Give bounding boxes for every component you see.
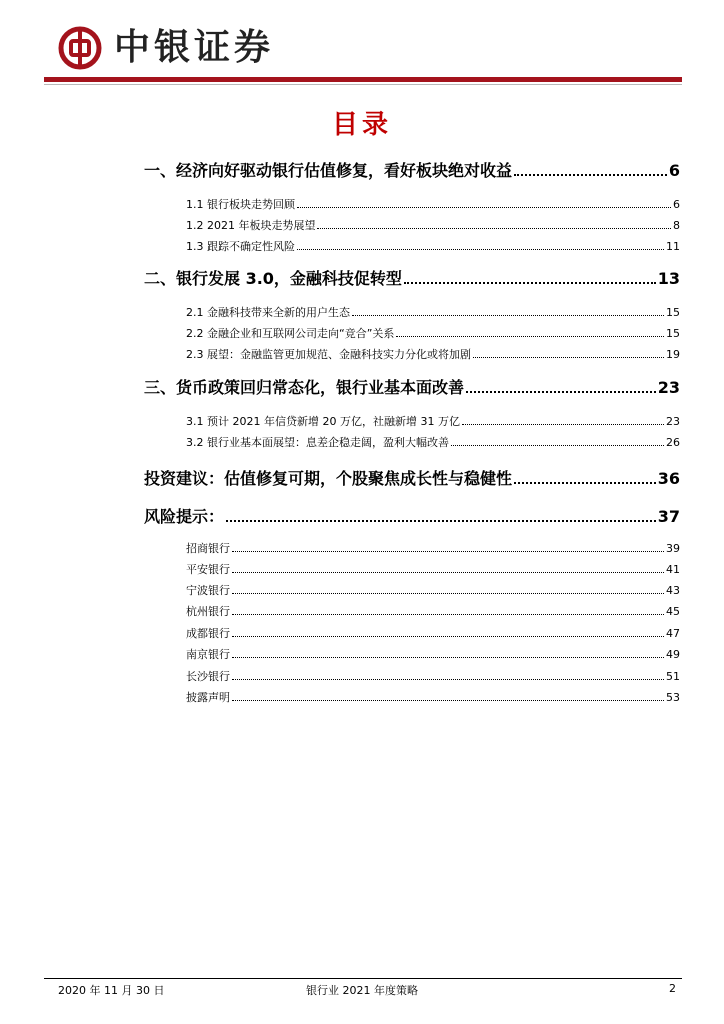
toc-page-number: 49 [666,648,680,661]
toc-item-label: 2.3 展望：金融监管更加规范、金融科技实力分化或将加剧 [186,348,471,361]
toc-company-item[interactable] [186,689,680,705]
dot-leader [462,424,664,425]
dot-leader [297,207,671,208]
toc-company-item[interactable] [186,603,680,619]
toc-section-1[interactable] [144,158,680,181]
header-divider-red [44,77,682,82]
toc-company-item[interactable] [186,540,680,556]
dot-leader [514,482,656,484]
toc-section-label: 投资建议：估值修复可期，个股聚焦成长性与稳健性 [144,469,513,488]
page-header [58,20,682,76]
toc-page-number: 41 [666,563,680,576]
toc-item-label: 2.1 金融科技带来全新的用户生态 [186,306,350,319]
toc-section-label: 风险提示： [144,507,225,526]
toc-item-label: 1.1 银行板块走势回顾 [186,198,295,211]
toc-page-number: 53 [666,691,680,704]
toc-section-2[interactable] [144,266,680,289]
toc-section-label: 一、经济向好驱动银行估值修复，看好板块绝对收益 [144,161,513,180]
toc-item-1-3[interactable] [186,238,680,254]
dot-leader [226,520,656,522]
toc-company-item[interactable] [186,561,680,577]
toc-section-label: 二、银行发展 3.0，金融科技促转型 [144,269,402,288]
dot-leader [232,679,664,680]
toc-item-label: 长沙银行 [186,670,230,683]
toc-item-label: 杭州银行 [186,605,230,618]
toc-item-label: 宁波银行 [186,584,230,597]
header-divider-grey [44,84,682,85]
toc-page-number: 23 [657,378,680,397]
footer-divider [44,978,682,979]
toc-page-number: 19 [666,348,680,361]
dot-leader [232,657,664,658]
dot-leader [232,593,664,594]
toc-page-number: 45 [666,605,680,618]
footer-page-number: 2 [669,982,676,995]
toc-page-number: 13 [657,269,680,288]
toc-page-number: 6 [668,161,680,180]
bank-of-china-logo-icon [58,26,102,70]
dot-leader [473,357,664,358]
dot-leader [232,572,664,573]
toc-company-item[interactable] [186,625,680,641]
toc-item-label: 南京银行 [186,648,230,661]
toc-item-3-2[interactable] [186,434,680,450]
dot-leader [297,249,664,250]
toc-page-number: 8 [673,219,680,232]
dot-leader [451,445,664,446]
toc-title: 目录 [331,110,392,140]
toc-item-label: 平安银行 [186,563,230,576]
toc-item-label: 3.2 银行业基本面展望：息差企稳走阔，盈利大幅改善 [186,436,449,449]
toc-item-1-1[interactable] [186,196,680,212]
toc-company-item[interactable] [186,646,680,662]
toc-page-number: 39 [666,542,680,555]
dot-leader [466,391,656,393]
toc-page-number: 15 [666,327,680,340]
toc-item-label: 3.1 预计 2021 年信贷新增 20 万亿，社融新增 31 万亿 [186,415,460,428]
toc-item-2-2[interactable] [186,325,680,341]
dot-leader [232,700,664,701]
toc-page-number: 26 [666,436,680,449]
toc-page-number: 43 [666,584,680,597]
toc-page-number: 51 [666,670,680,683]
toc-section-investment-advice[interactable] [144,466,680,489]
toc-page-number: 15 [666,306,680,319]
toc-page-number: 6 [673,198,680,211]
dot-leader [514,174,667,176]
toc-item-1-2[interactable] [186,217,680,233]
footer-doc-title: 银行业 2021 年度策略 [306,984,418,997]
toc-item-label: 招商银行 [186,542,230,555]
toc-item-label: 2.2 金融企业和互联网公司走向“竞合”关系 [186,327,395,340]
dot-leader [232,551,664,552]
dot-leader [404,282,656,284]
toc-section-risk-warning[interactable] [144,504,680,527]
dot-leader [232,636,664,637]
footer-date: 2020 年 11 月 30 日 [58,984,165,997]
dot-leader [352,315,664,316]
toc-company-item[interactable] [186,668,680,684]
toc-section-label: 三、货币政策回归常态化，银行业基本面改善 [144,378,465,397]
toc-item-3-1[interactable] [186,413,680,429]
toc-page-number: 23 [666,415,680,428]
dot-leader [396,336,664,337]
toc-item-label: 1.2 2021 年板块走势展望 [186,219,316,232]
dot-leader [317,228,671,229]
toc-page-number: 47 [666,627,680,640]
toc-section-3[interactable] [144,375,680,398]
toc-page-number: 36 [657,469,680,488]
toc-page-number: 37 [657,507,680,526]
toc-item-label: 1.3 跟踪不确定性风险 [186,240,295,253]
toc-item-label: 成都银行 [186,627,230,640]
toc-company-item[interactable] [186,582,680,598]
toc-page-number: 11 [666,240,680,253]
toc-item-label: 披露声明 [186,691,230,704]
dot-leader [232,614,664,615]
toc-item-2-1[interactable] [186,304,680,320]
toc-item-2-3[interactable] [186,346,680,362]
brand-name: 中银证券 [114,27,275,68]
